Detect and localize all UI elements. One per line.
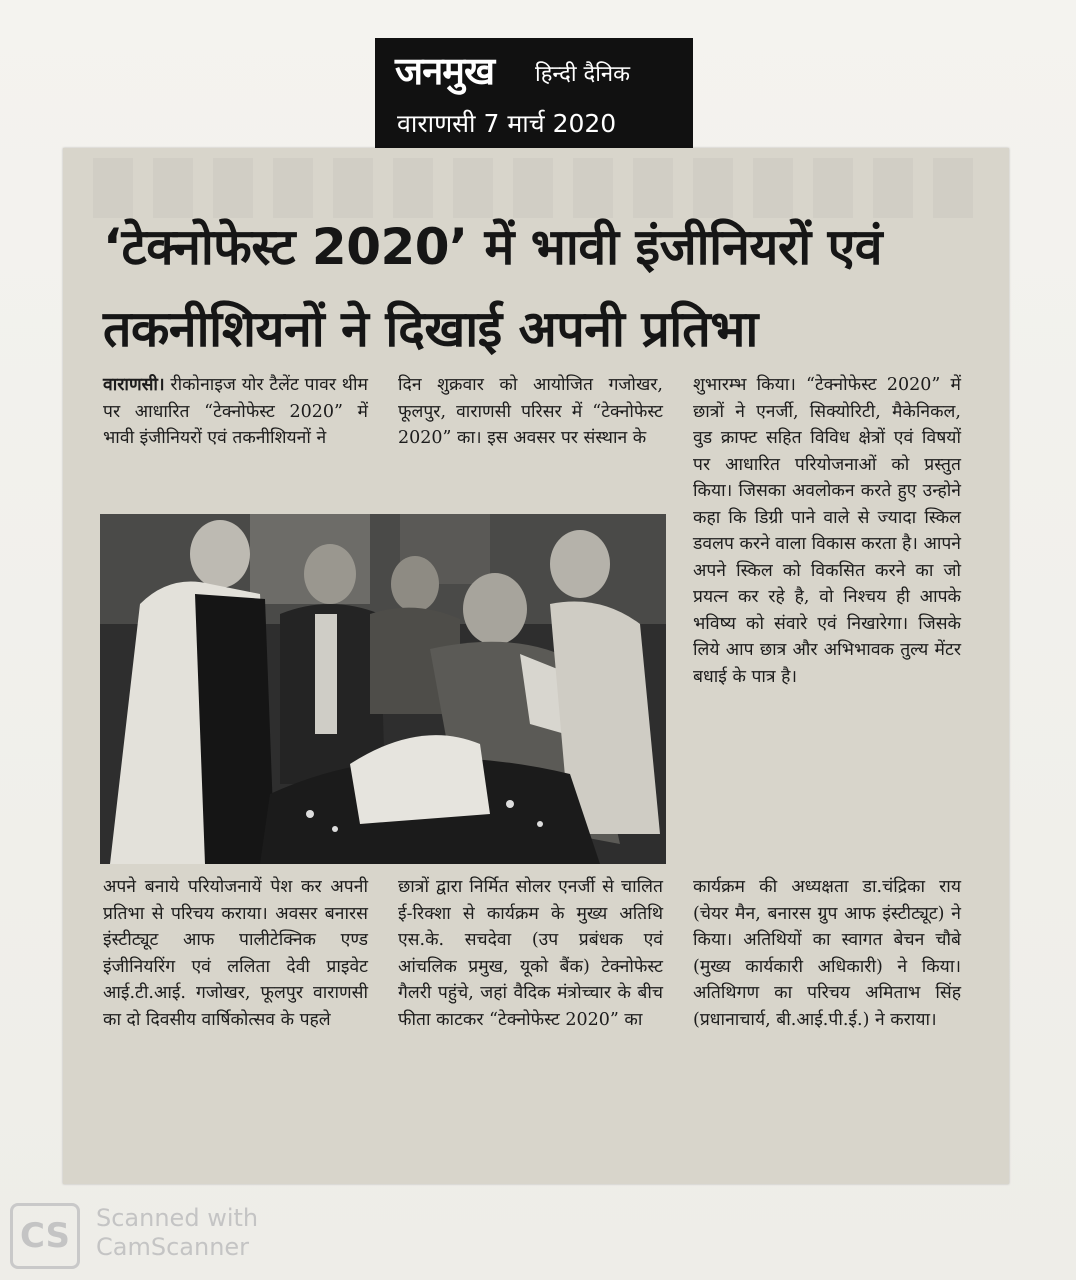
column-2-bottom: छात्रों द्वारा निर्मित सोलर एनर्जी से चालित ई-रिक्शा से कार्यक्रम के मुख्य अतिथि एस.के. सचदेवा (उप प्रबंधक एवं आंचलिक प्रमुख, यूको बैंक) टेक्नोफेस्ट गैलरी पहुंचे, जहां वैदिक मंत्रोच्चार के बीच फीता काटकर “टेक्नोफेस्ट 2020” का [398,877,663,1030]
news-clipping [63,148,1009,1184]
edition-dateline: वाराणसी 7 मार्च 2020 [397,109,617,138]
newspaper-subtitle: हिन्दी दैनिक [535,62,631,87]
article-headline [103,206,983,370]
headline-line-1: ‘टेक्नोफेस्ट 2020’ में भावी इंजीनियरों एवं [103,218,883,276]
headline-line-2: तकनीशियनों ने दिखाई अपनी प्रतिभा [103,300,758,358]
newspaper-masthead [375,38,693,154]
watermark-line-2: CamScanner [96,1233,250,1261]
news-photo [100,514,666,864]
watermark-line-1: Scanned with [96,1204,259,1232]
column-1-top-text: रीकोनाइज योर टैलेंट पावर थीम पर आधारित “टेक्नोफेस्ट 2020” में भावी इंजीनियरों एवं तकनीशियनों ने [103,375,368,448]
article-dateline: वाराणसी। [103,375,165,395]
column-1-bottom: अपने बनाये परियोजनायें पेश कर अपनी प्रतिभा से परिचय कराया। अवसर बनारस इंस्टीट्यूट आफ पालीटेक्निक एण्ड इंजीनियरिंग एवं ललिता देवी प्राइवेट आई.टी.आई. गजोखर, फूलपुर वाराणसी का दो दिवसीय वार्षिकोत्सव के पहले [103,877,368,1030]
camscanner-watermark [96,1204,258,1262]
column-1-top [103,372,368,452]
column-2-top: दिन शुक्रवार को आयोजित गजोखर, फूलपुर, वाराणसी परिसर में “टेक्नोफेस्ट 2020” का। इस अवसर पर संस्थान के [398,375,663,448]
camscanner-logo-icon: CS [10,1203,80,1269]
column-3-bottom: कार्यक्रम की अध्यक्षता डा.चंद्रिका राय (चेयर मैन, बनारस ग्रुप आफ इंस्टीट्यूट) ने किया। अतिथियों का स्वागत बेचन चौबे (मुख्य कार्यकारी अधिकारी) ने किया। अतिथिगण का परिचय अमिताभ सिंह (प्रधानाचार्य, बी.आई.पी.ई.) ने कराया। [693,877,961,1030]
newspaper-name: जनमुख [395,49,495,93]
event-photo-illustration [100,514,666,864]
column-3-top: शुभारम्भ किया। “टेक्नोफेस्ट 2020” में छात्रों ने एनर्जी, सिक्योरिटी, मैकेनिकल, वुड क्राफ्ट सहित विविध क्षेत्रों एवं विषयों पर आधारित परियोजनाओं को प्रस्तुत किया। जिसका अवलोकन करते हुए उन्होने कहा कि डिग्री पाने वाले से ज्यादा स्किल डवलप करने वाला विकास करता है। आपने अपने स्किल को विकसित करने का जो प्रयत्न कर रहे है, वो निश्चय ही आपके भविष्य को संवारे एवं निखारेगा। जिसके लिये आप छात्र और अभिभावक तुल्य मेंटर बधाई के पात्र है। [693,375,961,687]
